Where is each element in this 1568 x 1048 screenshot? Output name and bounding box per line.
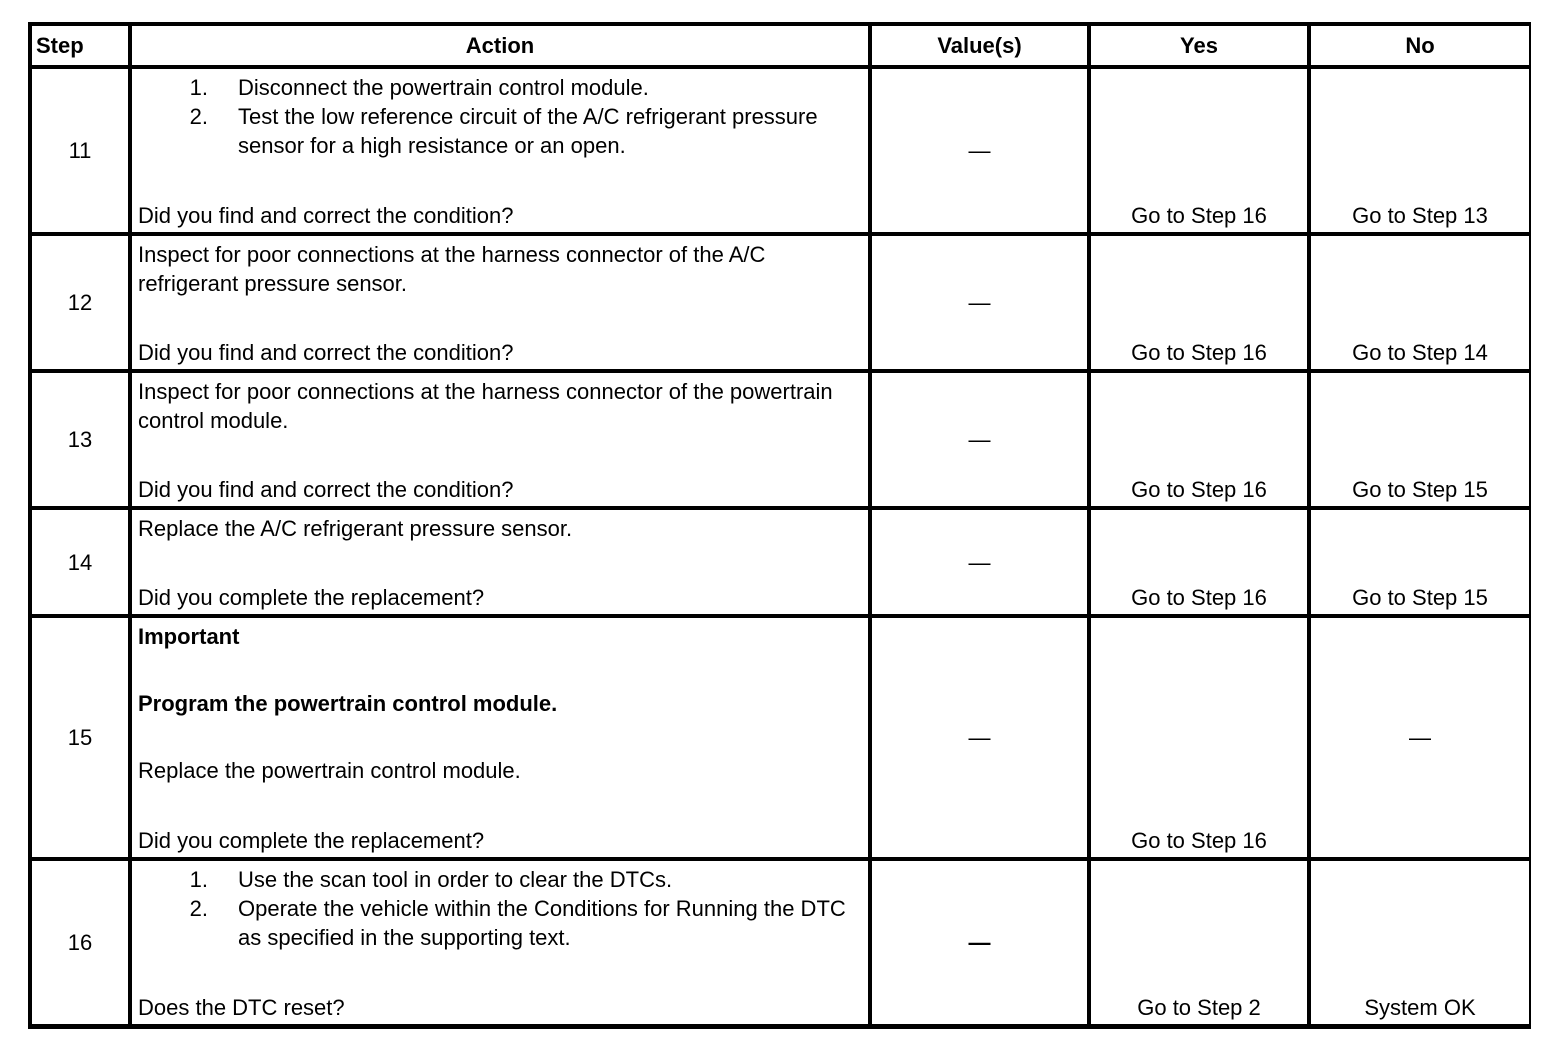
action-text: Inspect for poor connections at the harness connector of the A/C refrigerant pressure sensor.: [138, 242, 766, 296]
action-question: Did you find and correct the condition?: [138, 477, 514, 502]
action-question: Did you find and correct the condition?: [138, 203, 514, 228]
list-text: Use the scan tool in order to clear the DTCs.: [238, 867, 673, 892]
step-number: 13: [32, 373, 128, 506]
list-item: [138, 865, 862, 894]
list-number: 1.: [189, 867, 208, 892]
no-cell: —: [1311, 618, 1529, 857]
step-number: 14: [32, 510, 128, 614]
list-item: [138, 73, 862, 102]
no-cell: System OK: [1311, 861, 1529, 1024]
no-cell: Go to Step 15: [1311, 510, 1529, 614]
header-yes: Yes: [1091, 26, 1307, 65]
list-number: 2.: [189, 896, 208, 921]
yes-cell: Go to Step 2: [1091, 861, 1307, 1024]
no-cell: Go to Step 14: [1311, 236, 1529, 369]
step-number: 12: [32, 236, 128, 369]
value-cell: —: [872, 510, 1087, 614]
step-number: 16: [32, 861, 128, 1024]
action-question: Did you complete the replacement?: [138, 828, 485, 853]
list-item: [138, 894, 862, 952]
list-item: [138, 102, 862, 160]
value-cell: —: [872, 69, 1087, 232]
action-question: Did you complete the replacement?: [138, 585, 485, 610]
value-cell: —: [872, 236, 1087, 369]
list-text: Disconnect the powertrain control module.: [238, 75, 649, 100]
action-text: Inspect for poor connections at the harness connector of the powertrain control module.: [138, 379, 833, 433]
yes-cell: Go to Step 16: [1091, 373, 1307, 506]
header-values: Value(s): [872, 26, 1087, 65]
list-text: Operate the vehicle within the Conditions for Running the DTC as specified in the supporting text.: [238, 896, 846, 950]
important-label: Important: [138, 624, 240, 649]
action-steps-list: [138, 73, 862, 160]
action-cell: [132, 510, 868, 614]
action-question: Does the DTC reset?: [138, 995, 345, 1020]
step-number: 15: [32, 618, 128, 857]
action-steps-list: [138, 865, 862, 952]
action-text: Replace the A/C refrigerant pressure sensor.: [138, 516, 573, 541]
value-cell: —: [872, 618, 1087, 857]
action-cell: [132, 373, 868, 506]
action-question: Did you find and correct the condition?: [138, 340, 514, 365]
yes-cell: Go to Step 16: [1091, 510, 1307, 614]
action-cell: [132, 618, 868, 857]
value-cell: —: [872, 373, 1087, 506]
yes-cell: Go to Step 16: [1091, 236, 1307, 369]
action-cell: [132, 69, 868, 232]
important-text: Program the powertrain control module.: [138, 691, 558, 716]
header-step: Step: [32, 26, 128, 65]
header-action: Action: [132, 26, 868, 65]
diagnostic-table: [28, 22, 1531, 1029]
header-no: No: [1311, 26, 1529, 65]
yes-cell: Go to Step 16: [1091, 618, 1307, 857]
no-cell: Go to Step 13: [1311, 69, 1529, 232]
step-number: 11: [32, 69, 128, 232]
list-text: Test the low reference circuit of the A/C refrigerant pressure sensor for a high resistance or an open.: [238, 104, 818, 158]
action-cell: [132, 861, 868, 1024]
action-cell: [132, 236, 868, 369]
value-cell: —: [872, 861, 1087, 1024]
list-number: 1.: [189, 75, 208, 100]
list-number: 2.: [189, 104, 208, 129]
action-text: Replace the powertrain control module.: [138, 758, 521, 783]
no-cell: Go to Step 15: [1311, 373, 1529, 506]
yes-cell: Go to Step 16: [1091, 69, 1307, 232]
